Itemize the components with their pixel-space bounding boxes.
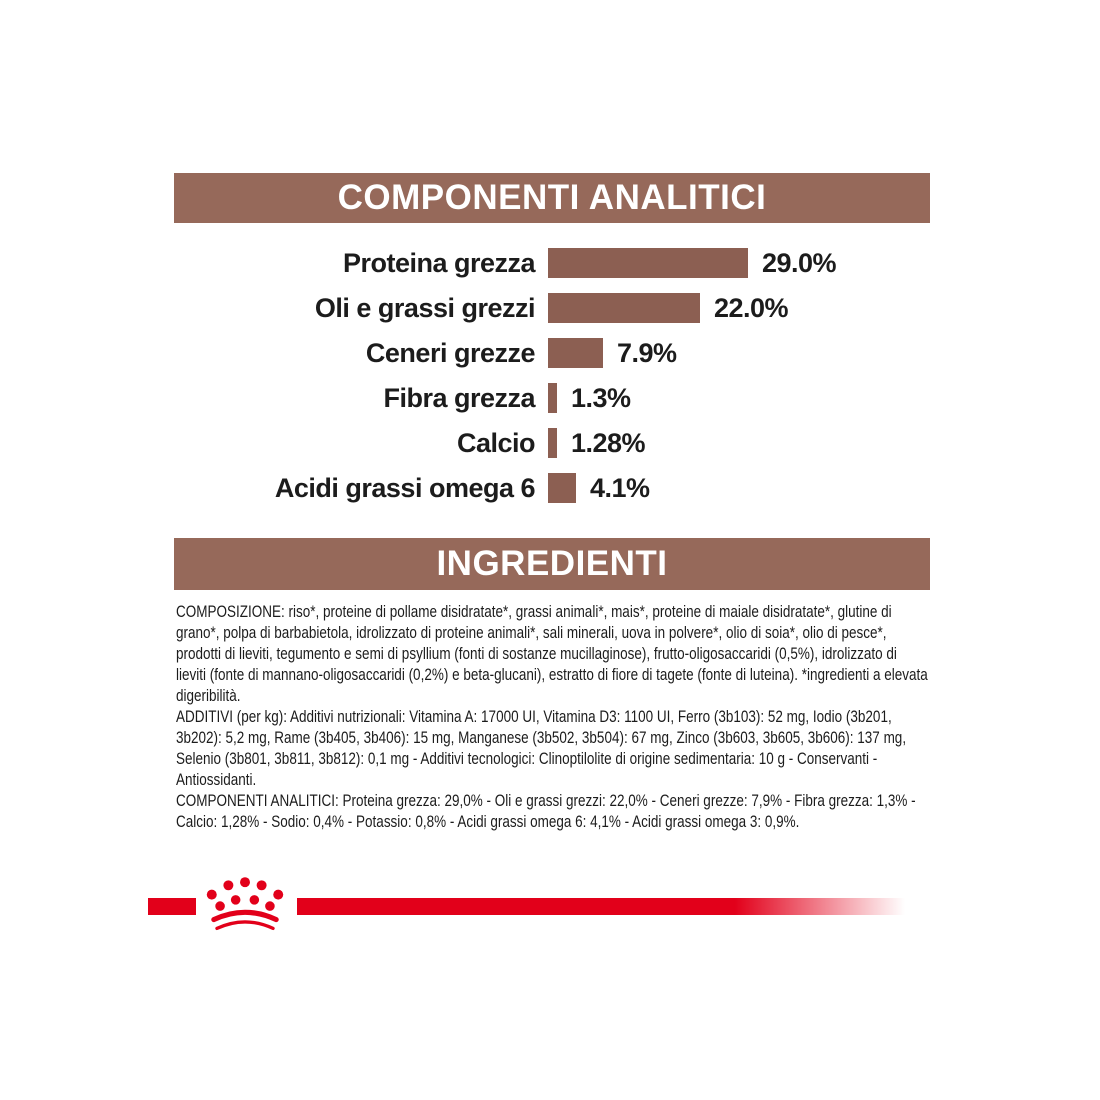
brand-rule-right-segment bbox=[297, 898, 905, 915]
analytics-chart bbox=[174, 248, 930, 518]
chart-category-label: Acidi grassi omega 6 bbox=[274, 472, 535, 503]
chart-value-label: 4.1% bbox=[590, 472, 650, 503]
chart-bar bbox=[548, 248, 748, 278]
chart-row bbox=[174, 428, 930, 458]
chart-row bbox=[174, 293, 930, 323]
chart-bar bbox=[548, 383, 557, 413]
brand-rule-left-segment bbox=[148, 898, 196, 915]
chart-category-label: Ceneri grezze bbox=[365, 337, 535, 368]
chart-value-label: 29.0% bbox=[762, 247, 837, 278]
chart-bar bbox=[548, 473, 576, 503]
chart-value-label: 7.9% bbox=[617, 337, 677, 368]
chart-category-label: Fibra grezza bbox=[383, 382, 535, 413]
analytics-section-header: COMPONENTI ANALITICI bbox=[174, 173, 930, 223]
chart-category-label: Oli e grassi grezzi bbox=[314, 292, 535, 323]
chart-bar bbox=[548, 293, 700, 323]
chart-category-label: Calcio bbox=[456, 427, 535, 458]
composition-paragraph: COMPOSIZIONE: riso*, proteine di pollame disidratate*, grassi animali*, mais*, proteine di maiale disidratate*, glutine di grano*, polpa di barbabietola, idrolizzato di proteine animali*, sali minerali, uova in polvere*, olio di soia*, olio di pesce*, prodotti di lieviti, tegumento e semi di psyllium (fonti di sostanze mucillaginose), frutto-oligosaccaridi (0,5%), idrolizzato di lieviti (fonte di mannano-oligosaccaridi (0,2%) e beta-glucani), estratto di fiore di tagete (fonte di luteina). *ingredienti a elevata digeribilità. bbox=[176, 603, 928, 705]
chart-value-label: 1.3% bbox=[571, 382, 631, 413]
additives-paragraph: ADDITIVI (per kg): Additivi nutrizionali: Vitamina A: 17000 UI, Vitamina D3: 1100 UI, Ferro (3b103): 52 mg, Iodio (3b201, 3b202): 5,2 mg, Rame (3b405, 3b406): 15 mg, Manganese (3b502, 3b504): 67 mg, Zinco (3b603, 3b605, 3b606): 137 mg, Selenio (3b801, 3b811, 3b812): 0,1 mg - Additivi tecnologici: Clinoptilolite di origine sedimentaria: 10 g - Conservanti - Antiossidanti. bbox=[176, 708, 907, 789]
chart-value-label: 1.28% bbox=[571, 427, 646, 458]
chart-value-label: 22.0% bbox=[714, 292, 789, 323]
ingredients-section-header: INGREDIENTI bbox=[174, 538, 930, 590]
analytical-components-paragraph: COMPONENTI ANALITICI: Proteina grezza: 29,0% - Oli e grassi grezzi: 22,0% - Ceneri grezze: 7,9% - Fibra grezza: 1,3% - Calcio: 1,28% - Sodio: 0,4% - Potassio: 0,8% - Acidi grassi omega 6: 4,1% - Acidi grassi omega 3: 0,9%. bbox=[176, 792, 916, 831]
chart-row bbox=[174, 248, 930, 278]
chart-bar bbox=[548, 338, 603, 368]
chart-bar bbox=[548, 428, 557, 458]
ingredients-text-block bbox=[176, 602, 929, 833]
royal-canin-crown-icon bbox=[203, 877, 287, 931]
chart-row bbox=[174, 338, 930, 368]
chart-row bbox=[174, 383, 930, 413]
chart-category-label: Proteina grezza bbox=[342, 247, 535, 278]
chart-row bbox=[174, 473, 930, 503]
